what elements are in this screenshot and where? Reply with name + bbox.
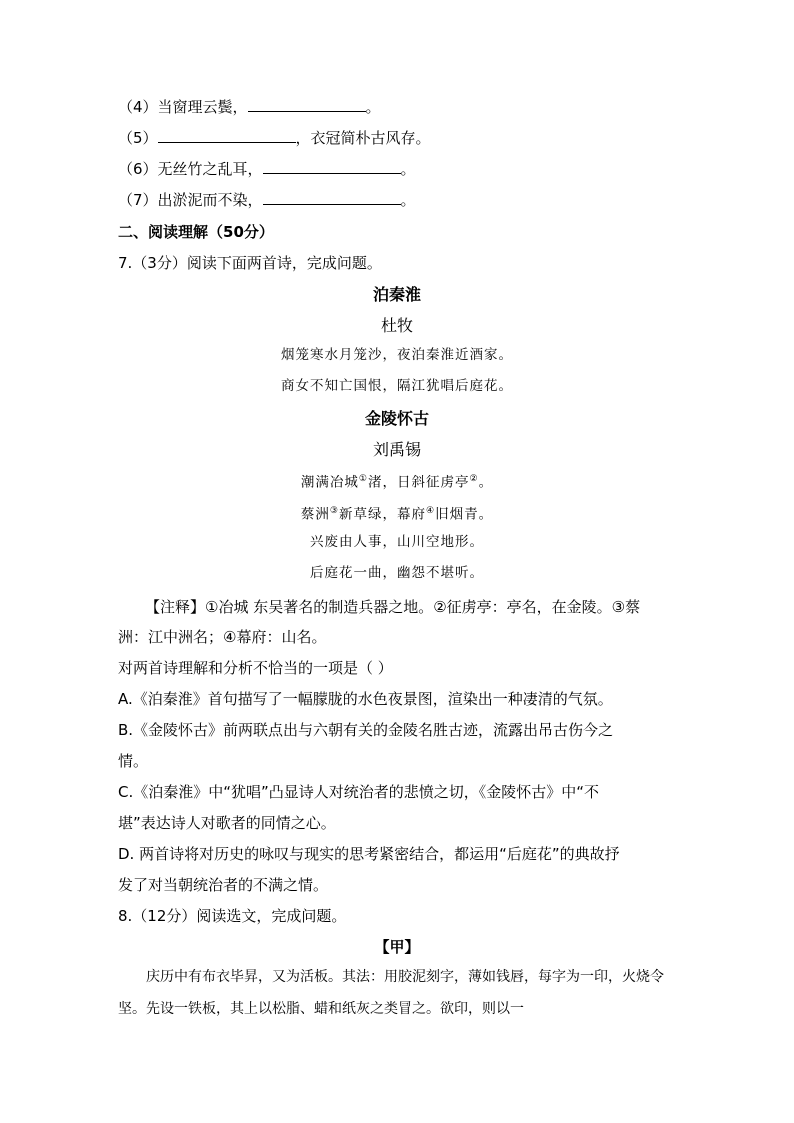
- option-b-cont: 情。: [118, 752, 149, 770]
- note-mark-1: ①: [358, 474, 368, 484]
- note-mark-4: ④: [426, 506, 436, 516]
- annotation-line-1: 【注释】①冶城 东吴著名的制造兵器之地。②征虏亭：亭名，在金陵。③蔡: [145, 598, 641, 616]
- poem1-author: 杜牧: [380, 316, 413, 335]
- q7-stem: 7.（3分）阅读下面两首诗，完成问题。: [118, 254, 382, 272]
- fill-blank-6: [118, 159, 416, 179]
- blank-4-suffix: 。: [365, 98, 381, 116]
- poem2-line-1: 潮满冶城①渚，日斜征虏亭②。: [300, 474, 494, 491]
- answer-blank-4[interactable]: [248, 97, 366, 112]
- blank-6-prompt: （6）无丝竹之乱耳，: [118, 160, 263, 178]
- option-d: D. 两首诗将对历史的咏叹与现实的思考紧密结合，都运用“后庭花”的典故抒: [118, 845, 620, 863]
- blank-5-suffix: ，衣冠简朴古风存。: [295, 129, 431, 147]
- option-c: C.《泊秦淮》中“犹唱”凸显诗人对统治者的悲愤之切，《金陵怀古》中“不: [118, 783, 600, 801]
- poem2-line-2: 蔡洲③新草绿，幕府④旧烟青。: [300, 506, 494, 523]
- poem2-line-3: 兴废由人事，山川空地形。: [310, 534, 484, 550]
- fill-blank-5: [118, 128, 431, 148]
- fill-blank-4: [118, 97, 381, 117]
- section-heading: 二、阅读理解（50分）: [118, 223, 274, 241]
- answer-blank-5[interactable]: [158, 128, 296, 143]
- option-c-cont: 堪”表达诗人对歌者的同情之心。: [118, 814, 336, 832]
- option-d-cont: 发了对当朝统治者的不满之情。: [118, 876, 329, 894]
- classical-passage: 庆历中有布衣毕昇，又为活板。其法：用胶泥刻字，薄如钱唇，每字为一印，火烧令坚。先设一铁板，其上以松脂、蜡和纸灰之类冒之。欲印，则以一: [118, 969, 664, 1017]
- note-mark-3: ③: [329, 506, 339, 516]
- answer-blank-7[interactable]: [263, 190, 401, 205]
- annotation-line-2: 洲：江中洲名；④幕府：山名。: [118, 628, 327, 646]
- blank-7-prompt: （7）出淤泥而不染，: [118, 191, 263, 209]
- poem2-title: 金陵怀古: [364, 409, 429, 428]
- answer-blank-6[interactable]: [263, 159, 401, 174]
- poem2-author: 刘禹锡: [372, 440, 421, 459]
- poem2-line-4: 后庭花一曲，幽怨不堪听。: [310, 565, 484, 581]
- poem1-line-1: 烟笼寒水月笼沙，夜泊秦淮近酒家。: [281, 347, 513, 363]
- poem1-line-2: 商女不知亡国恨，隔江犹唱后庭花。: [281, 378, 513, 394]
- q7-question: 对两首诗理解和分析不恰当的一项是（ ）: [118, 659, 393, 677]
- poem1-title: 泊秦淮: [372, 285, 421, 304]
- blank-7-suffix: 。: [400, 191, 416, 209]
- blank-6-suffix: 。: [400, 160, 416, 178]
- passage-label: 【甲】: [374, 938, 420, 956]
- option-b: B.《金陵怀古》前两联点出与六朝有关的金陵名胜古迹，流露出吊古伤今之: [118, 721, 614, 739]
- option-a: A.《泊秦淮》首句描写了一幅朦胧的水色夜景图，渲染出一种凄清的气氛。: [118, 690, 613, 708]
- note-mark-2: ②: [469, 474, 479, 484]
- blank-4-prompt: （4）当窗理云鬓，: [118, 98, 248, 116]
- q8-stem: 8.（12分）阅读选文，完成问题。: [118, 907, 347, 925]
- fill-blank-7: [118, 190, 416, 210]
- blank-5-prompt: （5）: [118, 129, 158, 147]
